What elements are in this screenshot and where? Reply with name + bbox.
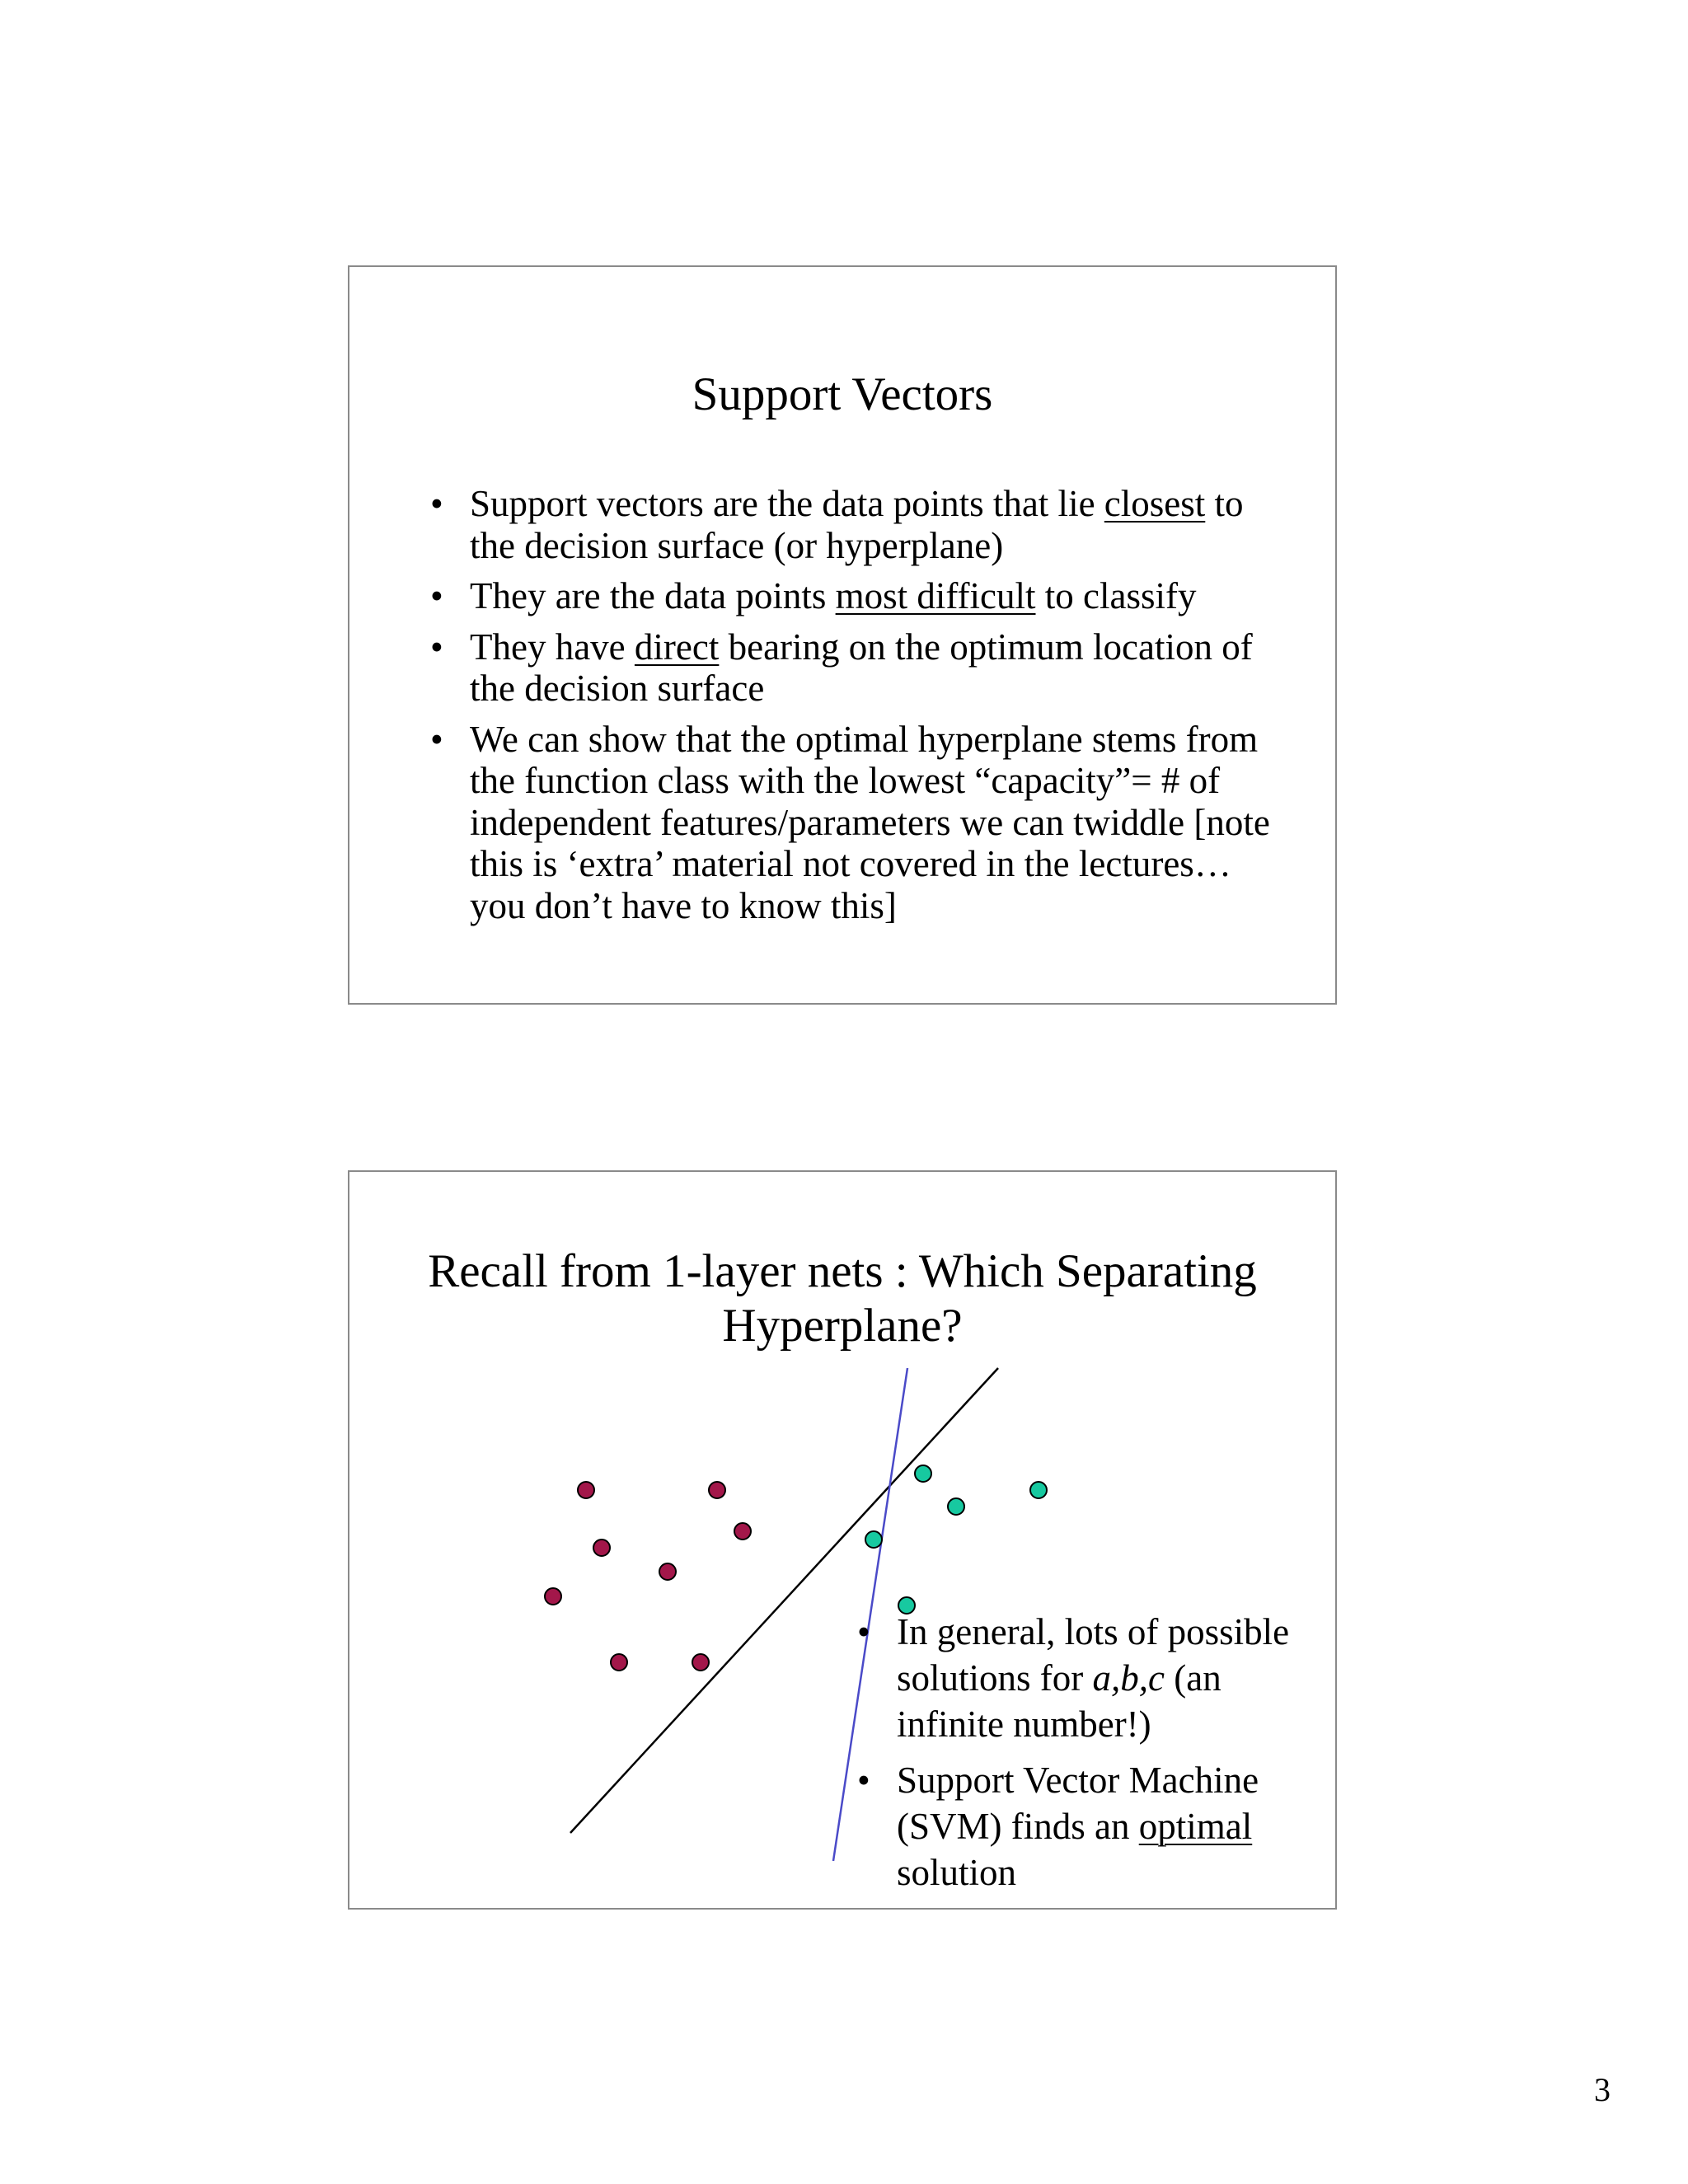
bullet-marker: • — [857, 1611, 870, 1652]
slide-separating-hyperplane — [348, 1170, 1337, 1910]
bullet-marker: • — [430, 575, 443, 616]
class-a-point — [659, 1563, 676, 1580]
bullet-item — [430, 626, 1271, 710]
slide-title-line-2: Hyperplane? — [722, 1300, 963, 1352]
bullet-text-part: We can show that the optimal hyperplane stems from the function class with the lowest “capacity”= # of independent features/parameters we can twiddle [note this is ‘extra’ material not covered in the lectures… you don’t have to know this] — [470, 718, 1270, 926]
class-a-point — [593, 1540, 610, 1556]
bullet-text-part: They are the data points — [470, 575, 836, 616]
bullet-text-part: In general, lots of possible solutions for — [897, 1611, 1290, 1699]
bullet-text-part: bearing on the optimum location of the decision surface — [470, 626, 1253, 709]
bullet-item — [430, 483, 1271, 566]
class-a-point — [545, 1588, 561, 1605]
bullet-text — [470, 626, 1253, 710]
underlined-term: optimal — [1138, 1806, 1253, 1847]
page-number: 3 — [1594, 2071, 1611, 2108]
italic-term: a,b,c — [1092, 1657, 1165, 1699]
bullet-marker: • — [430, 718, 443, 760]
bullet-item — [430, 719, 1271, 927]
bullet-text-part: to the decision surface (or hyperplane) — [470, 483, 1244, 566]
class-a-point — [692, 1654, 709, 1671]
bullet-text-part: They have — [470, 626, 635, 668]
bullet-marker: • — [430, 483, 443, 524]
slide-title-line-1: Recall from 1-layer nets : Which Separating — [428, 1245, 1257, 1297]
class-b-point — [1030, 1482, 1047, 1498]
class-a-point — [578, 1482, 594, 1498]
class-b-point — [865, 1531, 882, 1548]
bullet-marker: • — [857, 1760, 870, 1801]
underlined-term: direct — [634, 626, 720, 668]
class-b-point — [915, 1465, 931, 1482]
underlined-term: closest — [1104, 483, 1206, 524]
class-b-point — [948, 1498, 964, 1515]
bullet-text-part: Support Vector Machine (SVM) finds an — [897, 1760, 1259, 1847]
bullet-item — [857, 1609, 1319, 1747]
class-a-point — [734, 1523, 751, 1540]
bullet-text-part: (an infinite number!) — [897, 1657, 1221, 1745]
bullet-item — [857, 1757, 1319, 1896]
bullet-text-part: solution — [897, 1852, 1017, 1893]
class-a-point — [611, 1654, 627, 1671]
class-a-point — [709, 1482, 725, 1498]
bullet-list — [857, 1609, 1319, 1905]
bullet-list — [430, 483, 1271, 935]
bullet-text — [470, 575, 1196, 616]
bullet-text — [897, 1760, 1259, 1893]
bullet-marker: • — [430, 626, 443, 668]
bullet-text — [470, 719, 1270, 926]
slide-support-vectors — [348, 265, 1337, 1005]
bullet-text — [470, 483, 1244, 566]
slide-title: Support Vectors — [692, 368, 993, 420]
bullet-text-part: Support vectors are the data points that lie — [470, 483, 1104, 524]
underlined-term: most difficult — [835, 575, 1036, 616]
bullet-text-part: to classify — [1035, 575, 1197, 616]
bullet-item — [430, 575, 1271, 617]
bullet-text — [897, 1611, 1289, 1745]
